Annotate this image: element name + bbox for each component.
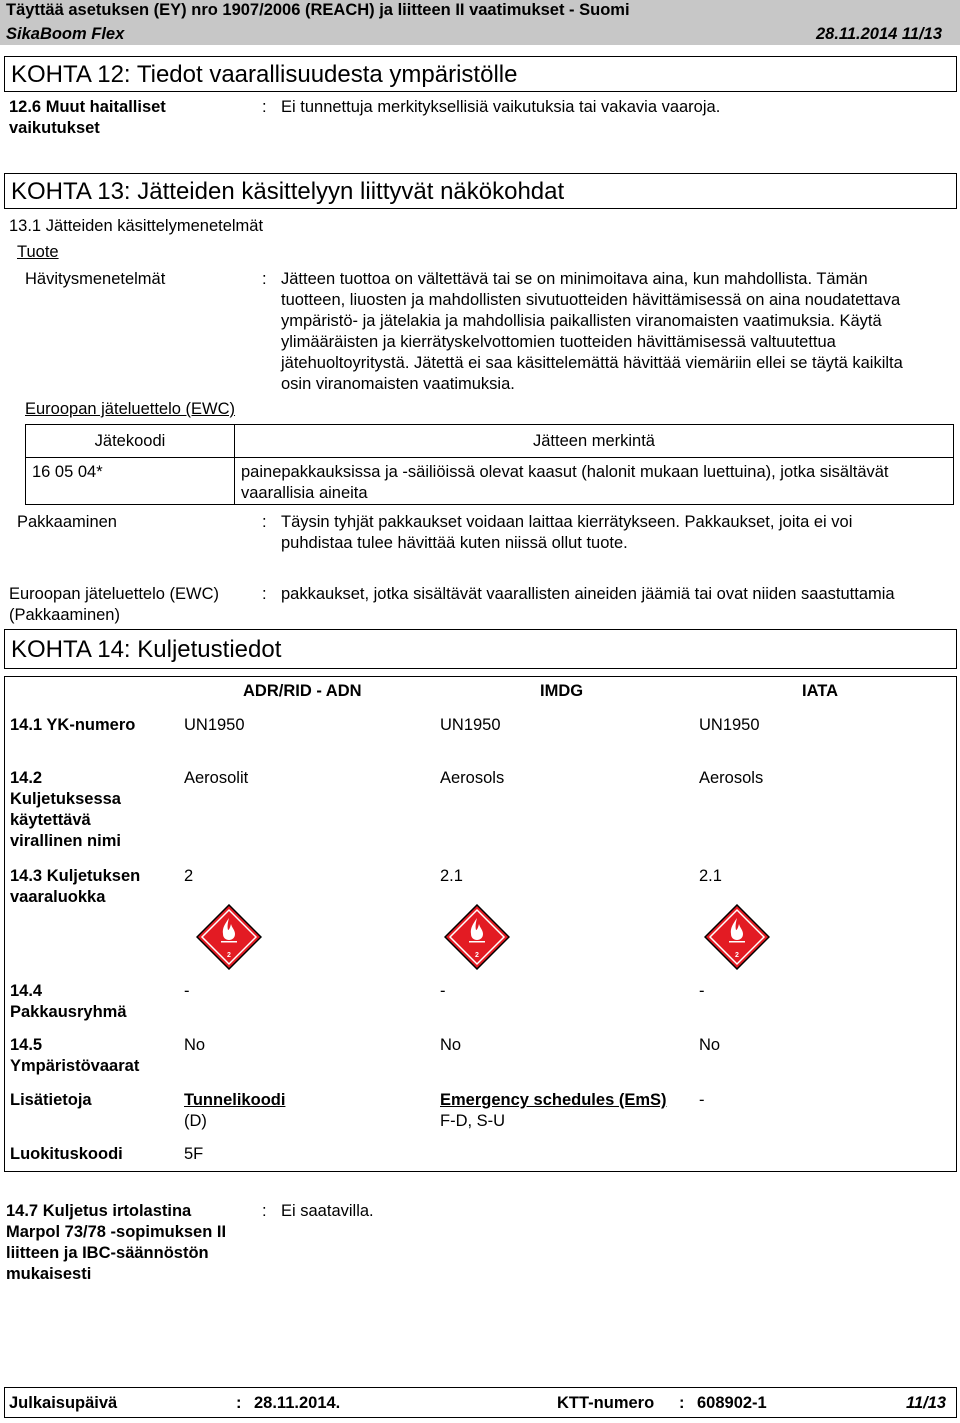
section-13-heading: KOHTA 13: Jätteiden käsittelyyn liittyvät näkökohdat — [4, 173, 957, 209]
packaging-colon: : — [262, 513, 267, 531]
un-number-label: 14.1 YK-numero — [10, 716, 136, 734]
disposal-methods-text: Jätteen tuottoa on vältettävä tai se on minimoitava aina, kun mahdollista. Tämän tuotteen, liuosten ja mahdollisten sivutuotteiden hävittämisessä on aina noudatettava ympäristö- ja jätelakia ja mahdollisia paikallisten viranomaisten vaatimuksia. Käytä ylimääräisten ja kierrätyskelvottomien tuotteiden hävittämisessä valtuutettua jätehuoltoyritystä. Jätettä ei saa käsittelemättä hävittää viemäriin ellei se täytä kaikilta osin viranomaisten vaatimuksia. — [281, 270, 903, 393]
waste-code-header: Jätekoodi — [26, 425, 235, 458]
column-adr-header: ADR/RID - ADN — [243, 682, 362, 700]
svg-text:2: 2 — [735, 952, 739, 959]
column-iata-header: IATA — [802, 682, 839, 700]
section-14-heading: KOHTA 14: Kuljetustiedot — [4, 629, 957, 669]
ewc-packaging-colon: : — [262, 585, 267, 603]
section-12-6-colon: : — [262, 98, 267, 116]
product-subheading: Tuote — [17, 243, 59, 261]
packing-group-label: 14.4 Pakkausryhmä — [10, 982, 127, 1021]
column-imdg-header: IMDG — [540, 682, 584, 700]
section-13-1-subheading: 13.1 Jätteiden käsittelymenetelmät — [9, 217, 264, 235]
ems-schedule: Emergency schedules (EmS) F-D, S-U — [440, 1091, 667, 1130]
product-name: SikaBoom Flex — [6, 25, 125, 43]
sds-number-label: KTT-numero — [557, 1394, 655, 1412]
ewc-packaging-label: Euroopan jäteluettelo (EWC) (Pakkaaminen) — [9, 585, 220, 624]
flammable-gas-diamond-icon — [444, 904, 510, 970]
document-regulation-title: Täyttää asetuksen (EY) nro 1907/2006 (REACH) ja liitteen II vaatimukset - Suomi — [6, 1, 630, 19]
shipping-name-adr: Aerosolit — [184, 769, 249, 787]
sds-number-colon: : — [679, 1394, 685, 1412]
waste-code-cell: 16 05 04* — [26, 458, 235, 505]
un-number-iata: UN1950 — [699, 716, 760, 734]
shipping-name-imdg: Aerosols — [440, 769, 505, 787]
issue-date-label: Julkaisupäivä — [9, 1394, 118, 1412]
issue-date-colon: : — [236, 1394, 242, 1412]
tunnel-code: Tunnelikoodi (D) — [184, 1091, 286, 1130]
additional-info-iata: - — [699, 1091, 705, 1109]
document-footer — [4, 1387, 957, 1418]
shipping-name-label: 14.2 Kuljetuksessa käytettävä virallinen nimi — [10, 769, 121, 850]
un-number-adr: UN1950 — [184, 716, 245, 734]
ewc-subheading: Euroopan jäteluettelo (EWC) — [25, 400, 236, 418]
hazard-class-imdg: 2.1 — [440, 867, 463, 885]
flammable-gas-diamond-icon — [196, 904, 262, 970]
packing-group-iata: - — [699, 982, 705, 1000]
hazard-class-adr: 2 — [184, 867, 194, 885]
hazard-class-label: 14.3 Kuljetuksen vaaraluokka — [10, 867, 141, 906]
waste-description-header: Jätteen merkintä — [235, 425, 954, 458]
flammable-gas-diamond-icon — [704, 904, 770, 970]
environmental-hazards-adr: No — [184, 1036, 206, 1054]
ewc-packaging-value: pakkaukset, jotka sisältävät vaarallisten aineiden jäämiä tai ovat niiden saastuttamia — [281, 585, 895, 603]
un-number-imdg: UN1950 — [440, 716, 501, 734]
classification-code-label: Luokituskoodi — [10, 1145, 123, 1163]
waste-description-cell: painepakkauksissa ja -säiliöissä olevat kaasut (halonit mukaan luettuina), jotka sisältävät vaarallisia aineita — [235, 458, 954, 505]
date-and-page: 28.11.2014 11/13 — [815, 25, 942, 43]
classification-code-value: 5F — [184, 1145, 204, 1163]
additional-info-label: Lisätietoja — [10, 1091, 92, 1109]
section-12-6-label: 12.6 Muut haitalliset vaikutukset — [9, 98, 166, 137]
bulk-transport-value: Ei saatavilla. — [281, 1202, 374, 1220]
sds-number-value: 608902-1 — [697, 1394, 767, 1412]
packaging-label: Pakkaaminen — [17, 513, 117, 531]
issue-date-value: 28.11.2014. — [254, 1394, 341, 1412]
environmental-hazards-label: 14.5 Ympäristövaarat — [10, 1036, 140, 1075]
section-12-heading: KOHTA 12: Tiedot vaarallisuudesta ympäristölle — [4, 56, 957, 92]
bulk-transport-colon: : — [262, 1202, 267, 1220]
packing-group-adr: - — [184, 982, 190, 1000]
svg-text:2: 2 — [475, 952, 479, 959]
environmental-hazards-imdg: No — [440, 1036, 462, 1054]
svg-text:2: 2 — [227, 952, 231, 959]
section-12-6-value: Ei tunnettuja merkityksellisiä vaikutuksia tai vakavia vaaroja. — [281, 98, 721, 116]
page-number: 11/13 — [906, 1394, 947, 1412]
environmental-hazards-iata: No — [699, 1036, 721, 1054]
hazard-class-iata: 2.1 — [699, 867, 722, 885]
packaging-text: Täysin tyhjät pakkaukset voidaan laittaa kierrätykseen. Pakkaukset, joita ei voi puhdistaa tulee hävittää kuten niissä ollut tuote. — [281, 513, 853, 552]
disposal-methods-label: Hävitysmenetelmät — [25, 270, 166, 288]
packing-group-imdg: - — [440, 982, 446, 1000]
bulk-transport-label: 14.7 Kuljetus irtolastina Marpol 73/78 -sopimuksen II liitteen ja IBC-säännöstön mukaisesti — [6, 1202, 227, 1283]
waste-code-table — [25, 424, 954, 505]
shipping-name-iata: Aerosols — [699, 769, 764, 787]
disposal-methods-colon: : — [262, 270, 267, 288]
